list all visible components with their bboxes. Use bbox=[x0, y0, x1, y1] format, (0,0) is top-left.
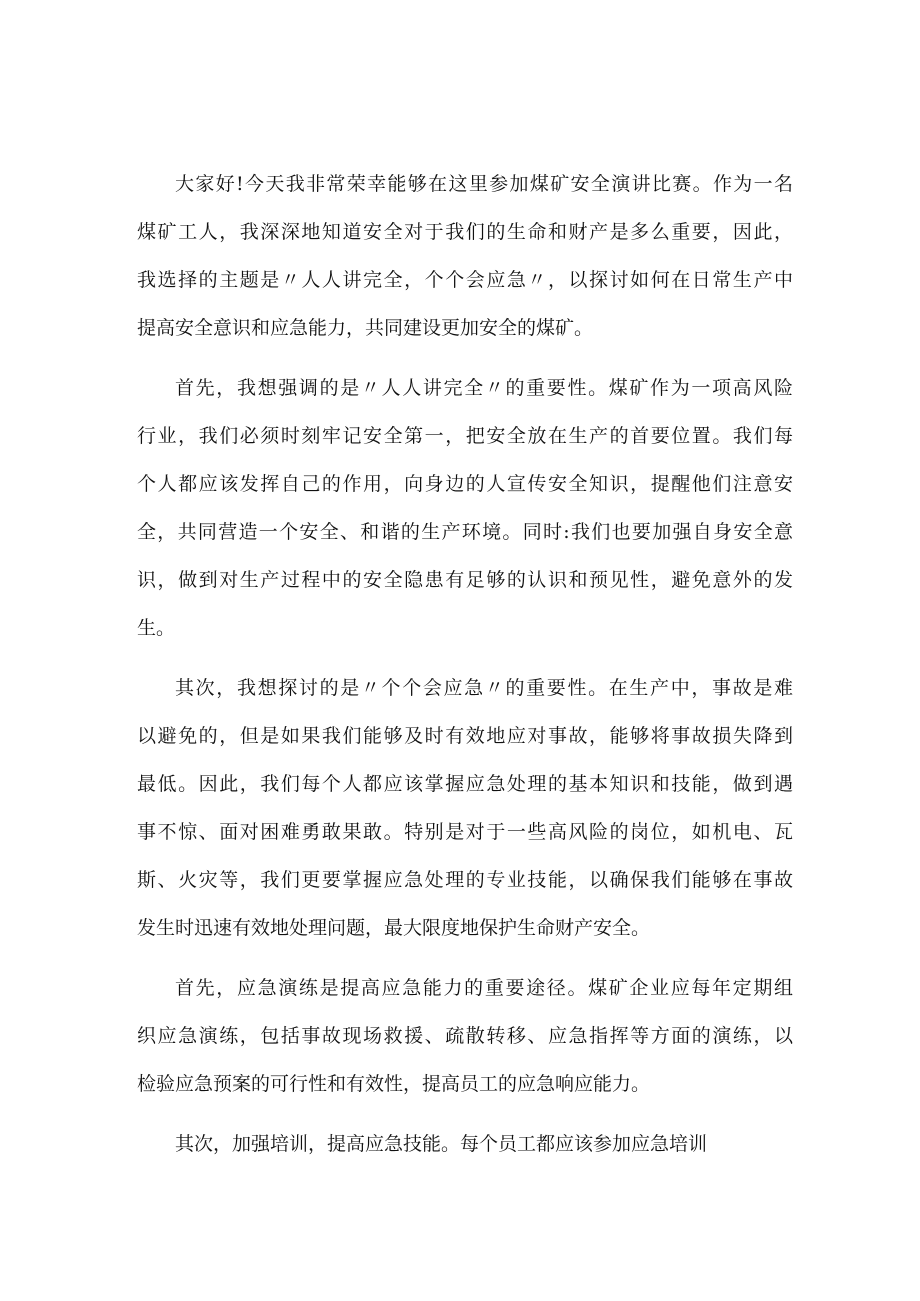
paragraph-emergency bbox=[137, 664, 793, 952]
text-line: 煤矿工人，我深深地知道安全对于我们的生命和财产是多么重要，因此， bbox=[137, 221, 793, 243]
text-line: 提高安全意识和应急能力，共同建设更加安全的煤矿。 bbox=[137, 317, 594, 339]
document-body bbox=[137, 160, 793, 1180]
text-line: 检验应急预案的可行性和有效性，提高员工的应急响应能力。 bbox=[137, 1073, 651, 1095]
text-line: 以避免的，但是如果我们能够及时有效地应对事故，能够将事故损失降到 bbox=[137, 725, 793, 747]
paragraph-drills bbox=[137, 964, 793, 1108]
text-line: 首先，我想强调的是〃人人讲完全〃的重要性。煤矿作为一项高风险 bbox=[175, 377, 793, 399]
paragraph-training bbox=[137, 1120, 793, 1168]
text-line: 事不惊、面对困难勇敢果敢。特别是对于一些高风险的岗位，如机电、瓦 bbox=[137, 821, 793, 843]
text-line: 最低。因此，我们每个人都应该掌握应急处理的基本知识和技能，做到遇 bbox=[137, 773, 793, 795]
paragraph-safety bbox=[137, 364, 793, 652]
text-line: 织应急演练，包括事故现场救援、疏散转移、应急指挥等方面的演练，以 bbox=[137, 1025, 793, 1047]
text-line: 其次，我想探讨的是〃个个会应急〃的重要性。在生产中，事故是难 bbox=[175, 677, 793, 699]
text-line: 个人都应该发挥自己的作用，向身边的人宣传安全知识，提醒他们注意安 bbox=[137, 473, 793, 495]
text-line: 斯、火灾等，我们更要掌握应急处理的专业技能，以确保我们能够在事故 bbox=[137, 869, 793, 891]
text-line: 我选择的主题是〃人人讲完全，个个会应急〃，以探讨如何在日常生产中 bbox=[137, 269, 793, 291]
text-line: 行业，我们必须时刻牢记安全第一，把安全放在生产的首要位置。我们每 bbox=[137, 425, 793, 447]
text-line: 首先，应急演练是提高应急能力的重要途径。煤矿企业应每年定期组 bbox=[175, 977, 793, 999]
text-line: 其次，加强培训，提高应急技能。每个员工都应该参加应急培训 bbox=[175, 1133, 708, 1155]
text-line: 识，做到对生产过程中的安全隐患有足够的认识和预见性，避免意外的发 bbox=[137, 569, 793, 591]
text-line: 生。 bbox=[137, 617, 176, 639]
text-line: 大家好!今天我非常荣幸能够在这里参加煤矿安全演讲比赛。作为一名 bbox=[175, 173, 793, 195]
text-line: 发生时迅速有效地处理问题，最大限度地保护生命财产安全。 bbox=[137, 917, 651, 939]
paragraph-intro bbox=[137, 160, 793, 352]
text-line: 全，共同营造一个安全、和谐的生产环境。同时:我们也要加强自身安全意 bbox=[137, 521, 793, 543]
